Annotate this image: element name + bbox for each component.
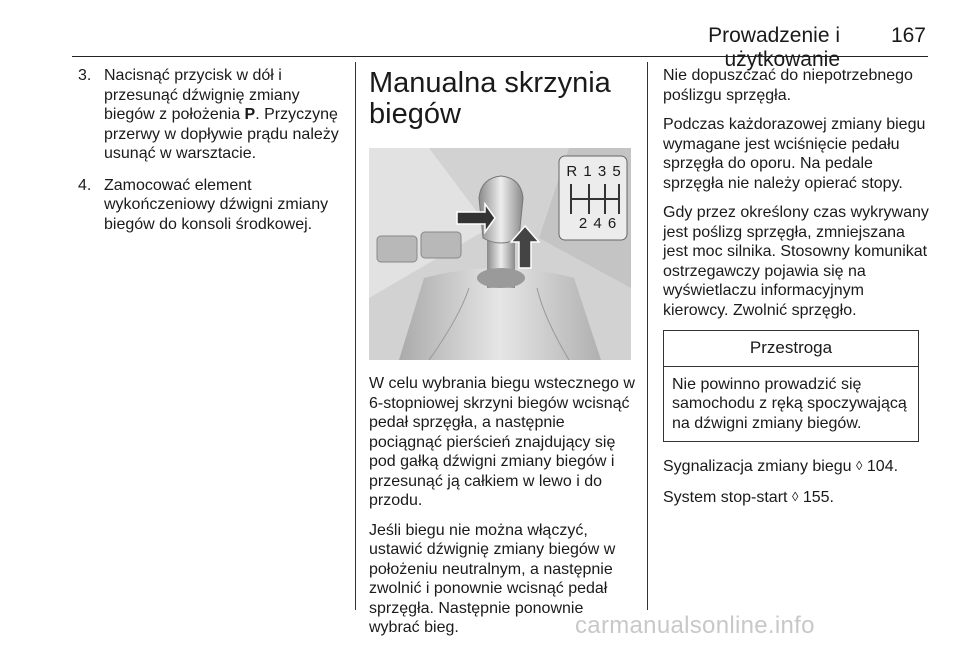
column-left [78,66,346,246]
reference-arrow-icon: ◊ [856,458,863,473]
cross-reference: Sygnalizacja zmiany biegu ◊ 104. [663,458,899,475]
gear-shift-illustration [369,148,631,360]
list-text: . Przyczynę przerwy w dopływie prądu należy usunąć w warsztacie. [104,106,339,162]
page-number: 167 [890,24,926,47]
list-number: 3. [78,67,92,84]
watermark: carmanualsonline.info [575,612,815,639]
caution-box [663,330,919,442]
caution-heading: Przestroga [664,331,918,367]
list-item [78,66,346,164]
column-divider [647,62,648,610]
list-text: Zamocować element wykończeniowy dźwigni zmiany biegów do konsoli środkowej. [104,176,329,233]
column-right [663,66,929,517]
gear-position-label: P [244,106,256,123]
header-title: Prowadzenie i użytkowanie [708,24,840,71]
caution-text: Nie powinno prowadzić się samochodu z ręką spoczywającą na dźwigni zmiany biegów. [672,375,907,432]
paragraph: Jeśli biegu nie można włączyć, ustawić dźwignię zmiany biegów w położeniu neutralnym, a następnie zwolnić i ponownie wcisnąć pedał sprzęgła. Następnie ponownie wybrać bieg. [369,521,616,636]
cross-reference: System stop-start ◊ 155. [663,488,834,506]
column-middle [369,68,635,648]
list-item [78,176,346,235]
paragraph: Gdy przez określony czas wykrywany jest poślizg sprzęgła, zmniejszana jest moc silnika. Stosowny komunikat ostrzegawczy pojawia się na wyświetlaczu informacyjnym kierowcy. Zwolnić sprzęgło. [663,204,929,319]
paragraph: Podczas każdorazowej zmiany biegu wymagane jest wciśnięcie pedału sprzęgła do oporu. Na pedale sprzęgła nie należy opierać stopy. [663,116,926,192]
shift-pattern-bottom: 2 4 6 [578,215,618,232]
header-rule [72,56,928,57]
shift-pattern-top: R 1 3 5 [566,163,622,180]
list-number: 4. [78,176,92,194]
column-divider [355,62,356,610]
paragraph: W celu wybrania biegu wstecznego w 6-stopniowej skrzyni biegów wcisnąć pedał sprzęgła, a następnie pociągnąć pierścień znajdujący się pod gałką dźwigni zmiany biegów i przesunąć ją całkiem w lewo i do przodu. [369,375,635,509]
reference-arrow-icon: ◊ [791,488,799,504]
paragraph: Nie dopuszczać do niepotrzebnego poślizgu sprzęgła. [663,67,913,104]
list-text: Nacisnąć przycisk w dół i przesunąć dźwignię zmiany biegów z położenia [104,67,300,123]
section-title: Manualna skrzynia biegów [369,67,611,130]
